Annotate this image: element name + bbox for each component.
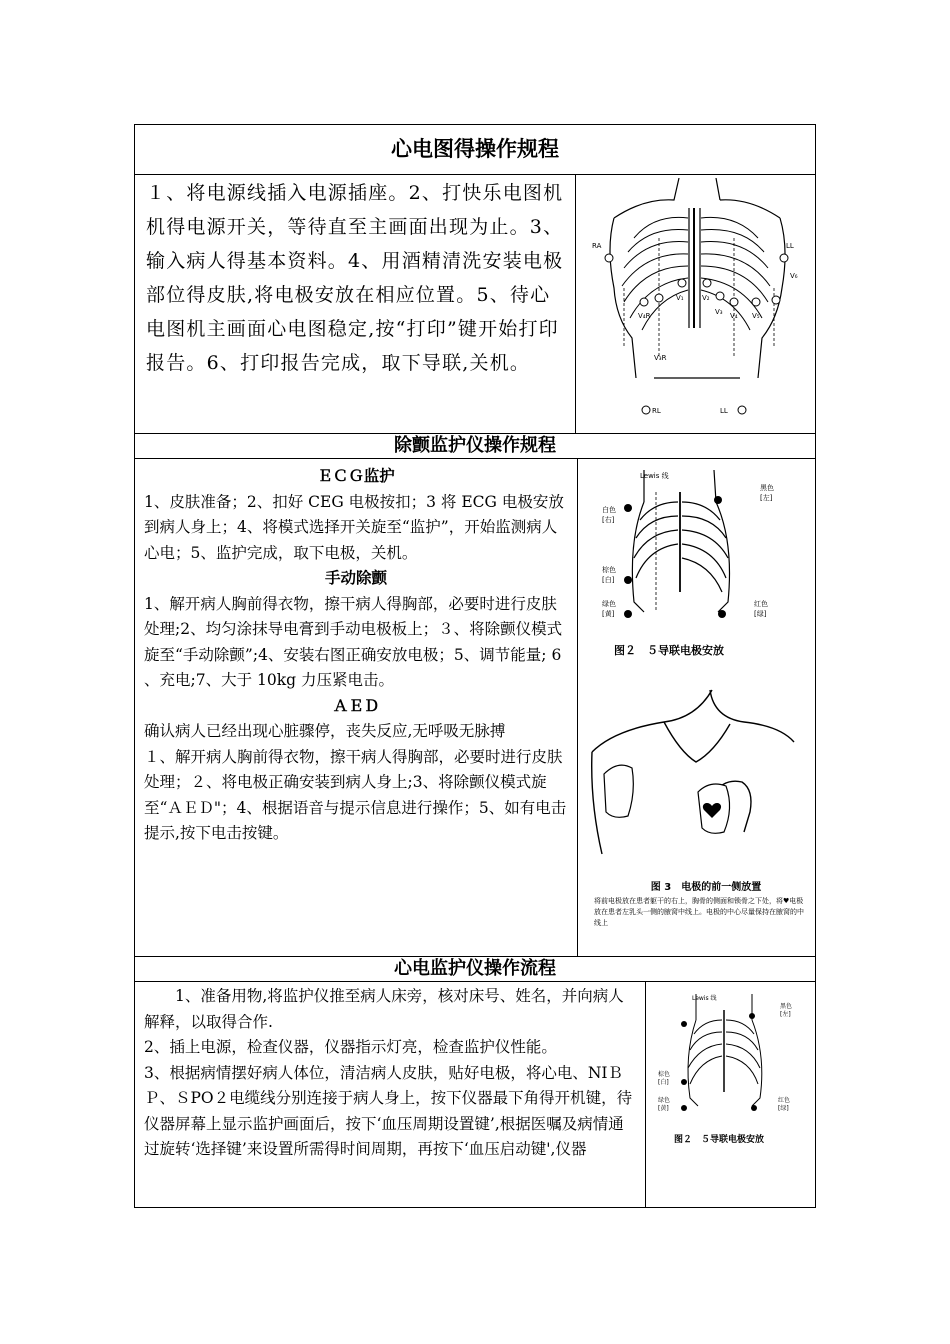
aed-heading: ＡＥＤ <box>332 696 380 715</box>
section3-title: 心电监护仪操作流程 <box>394 958 556 979</box>
lead-label: V₂ <box>702 294 710 302</box>
ecg-12-lead-chest-figure <box>584 178 812 430</box>
lead-label: V₁ <box>676 294 684 302</box>
figure2-label: [右] <box>602 516 615 524</box>
lead-label: V₅ <box>752 312 760 320</box>
figure-small-label: 红色 <box>778 1097 791 1104</box>
section3-step3: 3、根据病情摆好病人体位，清洁病人皮肤，贴好电极，将心电、NIＢＰ、ＳPO２电缆线分别连接于病人身上，按下仪器最下角得开机键，待仪器屏幕上显示监护画面后，按下‘血压周期设置键’,根据医嘱及病情通过旋转‘选择键’来设置所需得时间周期，再按下‘血压启动键',仪器 <box>144 1063 633 1158</box>
figure-small-label: 棕色 <box>658 1071 671 1078</box>
manual-text: 1、解开病人胸前得衣物，擦干病人得胸部，必要时进行皮肤处理;2、均匀涂抹导电膏到手动电极板上；３、将除颤仪模式旋至“手动除颤”;4、安装右图正确安放电极；5、调节能量; 6 、充电;7、大于 10kg 力压紧电击。 <box>144 594 563 689</box>
table-border-left <box>134 124 135 1208</box>
lead-label: LL <box>720 407 728 415</box>
figure2-label: 白色 <box>602 506 616 514</box>
figure-small-label: 绿色 <box>658 1097 671 1104</box>
section3-text <box>144 984 638 1163</box>
figure-small-label: [黄] <box>658 1105 669 1112</box>
five-lead-placement-figure <box>584 462 812 662</box>
lead-label: V₄R <box>638 312 651 320</box>
section1-text: １、将电源线插入电源插座。2、打快乐电图机机得电源开关，等待直至主画面出现为止。3、输入病人得基本资料。4、用酒精清洗安装电极部位得皮肤,将电极安放在相应位置。5、待心电图机主画面心电图稳定,按“打印”键开始打印报告。6、打印报告完成，取下导联,关机。 <box>146 182 564 374</box>
aed-line1: 确认病人已经出现心脏骤停，丧失反应,无呼吸无脉搏 <box>144 722 506 740</box>
figure2-label: Lewis 线 <box>640 472 669 480</box>
row-divider <box>134 981 816 982</box>
row-divider <box>134 174 816 175</box>
lead-label: V₆ <box>790 272 798 280</box>
section3-step2: 2、插上电源，检查仪器，仪器指示灯亮，检查监护仪性能。 <box>144 1038 557 1056</box>
aed-pad-placement-figure <box>584 682 812 954</box>
table-border-right <box>815 124 816 1208</box>
lead-label: RA <box>592 242 602 250</box>
section3-step1: 1、准备用物,将监护仪推至病人床旁，核对床号、姓名，并向病人解释，以取得合作. <box>144 987 624 1031</box>
manual-heading: 手动除颤 <box>324 569 387 587</box>
figure2-label: 黑色 <box>760 484 774 492</box>
figure2-label: 红色 <box>754 600 768 608</box>
figure2-label: [白] <box>602 576 615 584</box>
figure2-label: [黄] <box>602 610 615 618</box>
figure-small-caption: 图２ ５导联电极安放 <box>674 1135 765 1145</box>
figure2-label: 绿色 <box>602 600 616 608</box>
ecg-text: 1、皮肤准备；2、扣好 CEG 电极按扣；3 将 ECG 电极安放到病人身上；4、将模式选择开关旋至“监护”，开始监测病人心电；5、监护完成，取下电极，关机。 <box>144 492 564 562</box>
figure3-note: 将前电极放在患者躯干的右上，胸骨的侧面和锁骨之下处，将♥电极放在患者左乳头一侧的腋窝中线上。电极的中心尽量保持在腋窝的中线上 <box>594 897 804 927</box>
table-border-bottom <box>134 1207 816 1208</box>
figure-small-label: 黑色 <box>780 1003 793 1010</box>
lead-label: RL <box>652 407 661 415</box>
lead-label: V₄ <box>730 312 738 320</box>
lead-label: V₃R <box>654 354 667 362</box>
figure2-label: 棕色 <box>602 566 616 574</box>
aed-line2: １、解开病人胸前得衣物，擦干病人得胸部，必要时进行皮肤处理；２、将电极正确安装到病人身上;3、将除颤仪模式旋至“ＡＥＤ"；4、根据语音与提示信息进行操作；5、如有电击提示,按下电击按键。 <box>144 747 567 842</box>
ecg-heading: ＥＣＧ监护 <box>317 467 395 485</box>
section2-text <box>144 464 568 847</box>
figure3-caption: 图 3 电极的前一侧放置 <box>650 882 762 893</box>
five-lead-placement-figure-small <box>652 986 812 1152</box>
column-divider <box>577 458 578 956</box>
section2-title: 除颤监护仪操作规程 <box>394 435 556 456</box>
figure-small-label: [白] <box>658 1079 669 1086</box>
figure-small-label: [绿] <box>778 1105 789 1112</box>
row-divider <box>134 458 816 459</box>
column-divider <box>575 174 576 433</box>
figure-small-label: [左] <box>780 1011 791 1018</box>
lead-label: V₃ <box>715 308 723 316</box>
document-table <box>134 124 816 1208</box>
figure-small-label: Lewis 线 <box>692 995 717 1002</box>
section1-title: 心电图得操作规程 <box>391 137 559 161</box>
figure2-caption: 图２ ５导联电极安放 <box>614 644 724 657</box>
column-divider <box>645 981 646 1207</box>
figure2-label: [左] <box>760 494 773 502</box>
lead-label: LL <box>786 242 794 250</box>
figure2-label: [绿] <box>754 610 767 618</box>
table-border-top <box>134 124 816 125</box>
